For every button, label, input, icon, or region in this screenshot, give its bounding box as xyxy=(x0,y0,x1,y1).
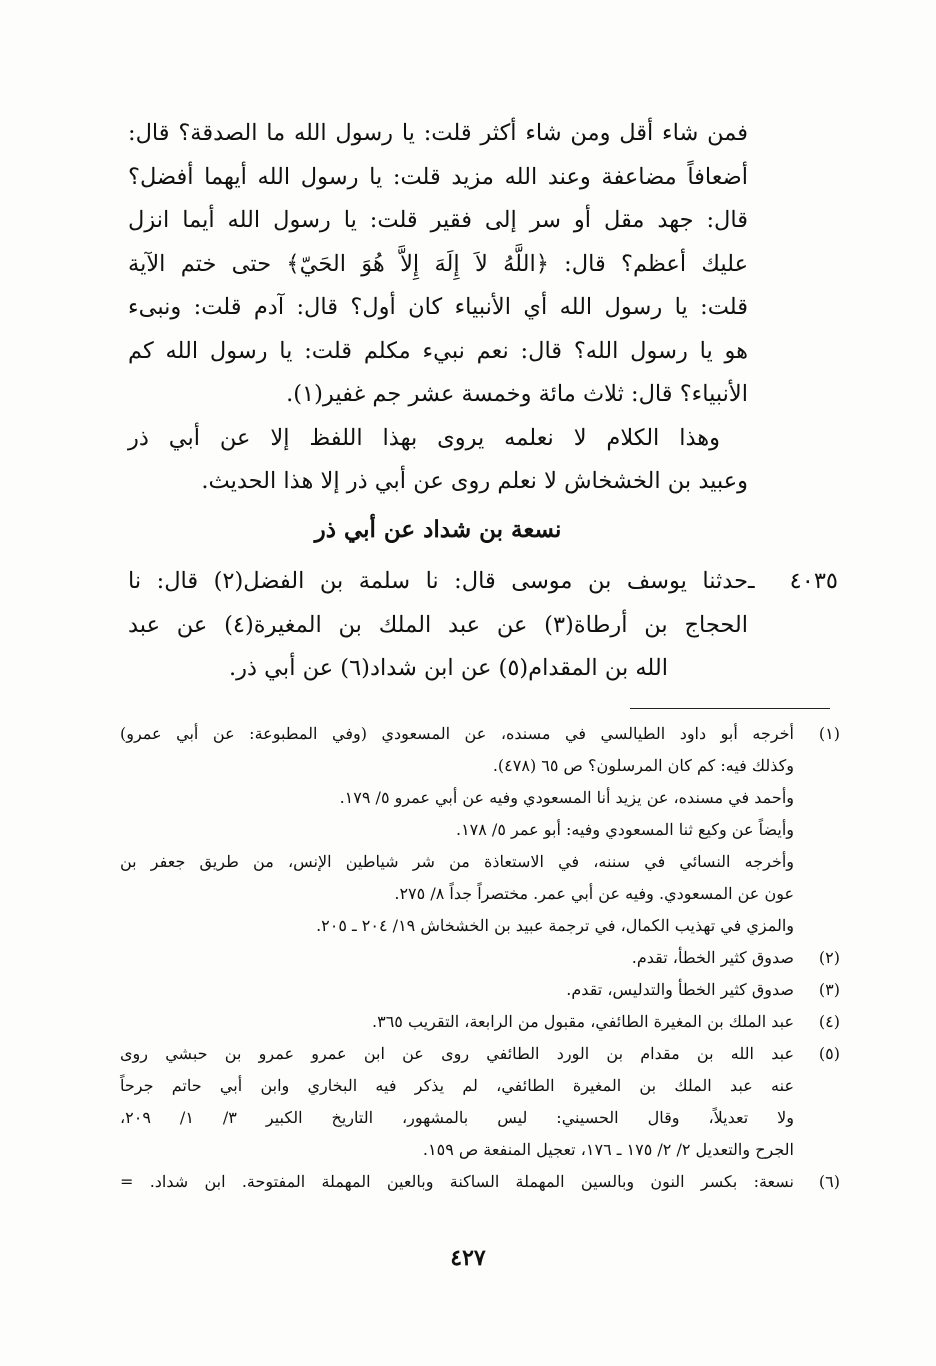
footnote-text: أخرجه أبو داود الطيالسي في مسنده، عن المسعودي (وفي المطبوعة: عن أبي عمرو) xyxy=(120,724,794,743)
footnote-text: صدوق كثير الخطأ، تقدم. xyxy=(631,948,794,967)
text-line: عليك أعظم؟ قال: ﴿اللَّهُ لاَ إِلَهَ إِلاَّ هُوَ الحَيّ﴾ حتى ختم الآية xyxy=(128,250,748,277)
footnotes xyxy=(120,718,840,1198)
section-heading: نسعة بن شداد عن أبي ذر xyxy=(314,516,562,543)
footnote-line: وكذلك فيه: كم كان المرسلون؟ ص ٦٥ (٤٧٨). xyxy=(492,756,794,775)
footnote-text: عبد الله بن مقدام بن الورد الطائفي روى عن ابن عمرو عمرو بن حبشي روى xyxy=(120,1044,794,1063)
text-line: الأنبياء؟ قال: ثلاث مائة وخمسة عشر جم غفير(١). xyxy=(286,381,748,407)
text-line: وهذا الكلام لا نعلمه يروى بهذا اللفظ إلا عن أبي ذر xyxy=(128,424,720,451)
footnote-line: الجرح والتعديل ٢/ ٢/ ١٧٥ ـ ١٧٦، تعجيل المنفعة ص ١٥٩. xyxy=(422,1140,794,1159)
main-text xyxy=(128,112,748,504)
footnote-number: (١) xyxy=(818,724,840,743)
footnote-number: (٥) xyxy=(818,1044,840,1063)
hadith-text: حدثنا يوسف بن موسى قال: نا سلمة بن الفضل(٢) قال: نا xyxy=(128,568,748,594)
footnote-line: وأخرجه النسائي في سننه، في الاستعاذة من شر شياطين الإنس، من طريق جعفر بن xyxy=(120,852,794,871)
footnote-text: صدوق كثير الخطأ والتدليس، تقدم. xyxy=(566,980,794,999)
footnote-line: وأيضاً عن وكيع ثنا المسعودي وفيه: أبو عمر ٥/ ١٧٨. xyxy=(455,820,794,839)
footnote-line: عون عن المسعودي. وفيه عن أبي عمر. مختصراً جداً ٨/ ٢٧٥. xyxy=(394,884,794,903)
text-line: قلت: يا رسول الله أي الأنبياء كان أول؟ قال: آدم قلت: ونبىء xyxy=(128,294,748,320)
text-line: أضعافاً مضاعفة وعند الله مزيد قلت: يا رسول الله أيهما أفضل؟ xyxy=(128,163,748,190)
footnote-divider xyxy=(630,708,830,709)
hadith-line xyxy=(128,560,838,604)
footnote-line xyxy=(120,1166,840,1198)
text-line: وعبيد بن الخشخاش لا نعلم روى عن أبي ذر إلا هذا الحديث. xyxy=(201,468,748,494)
footnote-text: نسعة: بكسر النون وبالسين المهملة الساكنة وبالعين المهملة المفتوحة. ابن شداد. = xyxy=(120,1172,795,1191)
footnote-line: ولا تعديلاً، وقال الحسيني: ليس بالمشهور، التاريخ الكبير ٣/ ١/ ٢٠٩، xyxy=(120,1108,794,1127)
footnote-number: (٣) xyxy=(818,980,840,999)
footnote-line xyxy=(120,942,840,974)
footnote-line xyxy=(120,1038,840,1070)
text-line: هو يا رسول الله؟ قال: نعم نبيء مكلم قلت: يا رسول الله كم xyxy=(128,337,748,364)
hadith-line: الله بن المقدام(٥) عن ابن شداد(٦) عن أبي ذر. xyxy=(228,655,668,681)
footnote-line xyxy=(120,1006,840,1038)
footnote-line: عنه عبد الملك بن المغيرة الطائفي، لم يذكر فيه البخاري وابن أبي حاتم جرحاً xyxy=(120,1076,794,1095)
footnote-number: (٢) xyxy=(818,948,840,967)
hadith-line: الحجاج بن أرطاة(٣) عن عبد الملك بن المغيرة(٤) عن عبد xyxy=(128,611,748,638)
footnote-number: (٦) xyxy=(818,1172,841,1191)
footnote-line: والمزي في تهذيب الكمال، في ترجمة عبيد بن الخشخاش ١٩/ ٢٠٤ ـ ٢٠٥. xyxy=(316,916,794,935)
text-line: قال: جهد مقل أو سر إلى فقير قلت: يا رسول الله أيما انزل xyxy=(128,207,748,233)
footnote-line xyxy=(120,974,840,1006)
text-line: فمن شاء أقل ومن شاء أكثر قلت: يا رسول الله ما الصدقة؟ قال: xyxy=(128,120,748,146)
footnote-line: وأحمد في مسنده، عن يزيد أنا المسعودي وفيه عن أبي عمرو ٥/ ١٧٩. xyxy=(339,788,794,807)
hadith-block xyxy=(128,560,838,691)
page-number: ٤٢٧ xyxy=(450,1245,486,1271)
footnote-text: عبد الملك بن المغيرة الطائفي، مقبول من الرابعة، التقريب ٣٦٥. xyxy=(372,1012,794,1031)
hadith-number: ٤٠٣٥ ـ xyxy=(748,568,838,594)
footnote-line xyxy=(120,718,840,750)
footnote-number: (٤) xyxy=(818,1012,840,1031)
